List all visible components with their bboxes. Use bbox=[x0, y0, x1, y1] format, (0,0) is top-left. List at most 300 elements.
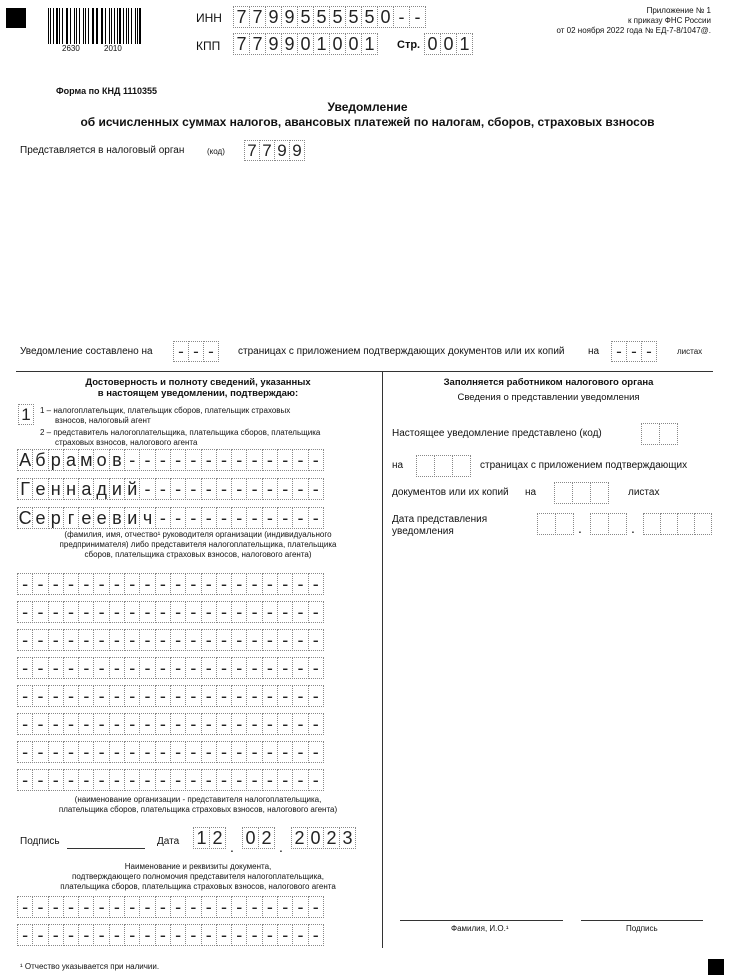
char-cell: - bbox=[170, 685, 186, 707]
date-label: Дата bbox=[157, 836, 180, 847]
column-divider bbox=[382, 371, 383, 948]
char-cell: 0 bbox=[297, 33, 314, 55]
organization-name-field[interactable] bbox=[17, 573, 323, 797]
cell bbox=[677, 513, 695, 535]
char-cell: - bbox=[109, 629, 125, 651]
char-cell: - bbox=[246, 629, 262, 651]
char-cell: - bbox=[409, 6, 426, 28]
char-cell: - bbox=[155, 713, 171, 735]
char-cell: - bbox=[63, 629, 79, 651]
char-cell: - bbox=[292, 924, 308, 946]
char-cell: 3 bbox=[339, 827, 356, 849]
char-cell: - bbox=[155, 478, 171, 500]
char-cell: - bbox=[201, 629, 217, 651]
char-cell: - bbox=[185, 449, 201, 471]
char-cell: - bbox=[48, 924, 64, 946]
char-cell: - bbox=[124, 573, 140, 595]
cell bbox=[643, 513, 661, 535]
dash-row bbox=[17, 769, 323, 791]
char-cell: - bbox=[277, 507, 293, 529]
char-cell: - bbox=[17, 741, 33, 763]
char-cell: - bbox=[93, 769, 109, 791]
barcode-bar bbox=[139, 8, 141, 44]
char-cell: - bbox=[17, 657, 33, 679]
char-cell: - bbox=[185, 713, 201, 735]
cell bbox=[641, 423, 660, 445]
char-cell: - bbox=[109, 685, 125, 707]
cell bbox=[590, 513, 609, 535]
char-cell: - bbox=[93, 657, 109, 679]
barcode-bar bbox=[117, 8, 118, 44]
char-cell: - bbox=[262, 601, 278, 623]
submitted-code-field[interactable] bbox=[641, 423, 677, 445]
doc-caption-line-1: Наименование и реквизиты документа, bbox=[124, 862, 272, 871]
char-cell: - bbox=[139, 685, 155, 707]
char-cell: С bbox=[18, 507, 32, 528]
char-cell: - bbox=[139, 629, 155, 651]
cell bbox=[572, 482, 591, 504]
char-cell: - bbox=[170, 657, 186, 679]
char-cell: - bbox=[109, 924, 125, 946]
right-pages-text: страницах с приложением подтверждающих bbox=[480, 460, 688, 471]
char-cell: - bbox=[48, 657, 64, 679]
char-cell: - bbox=[216, 685, 232, 707]
char-cell: - bbox=[262, 629, 278, 651]
char-cell: - bbox=[201, 896, 217, 918]
sheets-count-field[interactable] bbox=[611, 341, 656, 362]
right-pages-on-label: на bbox=[392, 460, 404, 471]
char-cell: - bbox=[201, 924, 217, 946]
char-cell: 1 bbox=[456, 33, 473, 55]
char-cell: - bbox=[185, 478, 201, 500]
char-cell: - bbox=[246, 685, 262, 707]
char-cell: н bbox=[63, 478, 79, 500]
char-cell: - bbox=[277, 685, 293, 707]
char-cell: - bbox=[124, 601, 140, 623]
char-cell: 2 bbox=[258, 827, 275, 849]
char-cell: - bbox=[170, 478, 186, 500]
char-cell: - bbox=[109, 601, 125, 623]
fio-caption-line-1: (фамилия, имя, отчество¹ руководителя организации (индивидуального bbox=[64, 530, 332, 539]
char-cell: 2 bbox=[323, 827, 340, 849]
org-caption-line-2: плательщика сборов, плательщика страховых взносов, налогового агента) bbox=[58, 805, 338, 814]
char-cell: - bbox=[262, 924, 278, 946]
char-cell: - bbox=[63, 657, 79, 679]
char-cell: - bbox=[611, 341, 627, 362]
char-cell: - bbox=[262, 685, 278, 707]
barcode-bar bbox=[56, 8, 58, 44]
char-cell: 2 bbox=[291, 827, 308, 849]
first-name-field[interactable] bbox=[17, 478, 323, 500]
char-cell: - bbox=[124, 713, 140, 735]
officer-fio-caption: Фамилия, И.О.¹ bbox=[451, 924, 509, 933]
barcode-bar bbox=[105, 8, 106, 44]
char-cell: - bbox=[292, 713, 308, 735]
officer-fio-line[interactable] bbox=[400, 920, 563, 921]
char-cell: - bbox=[216, 478, 232, 500]
right-docs-label: документов или их копий bbox=[392, 487, 509, 498]
char-cell: - bbox=[262, 573, 278, 595]
char-cell: 0 bbox=[377, 6, 394, 28]
char-cell: - bbox=[292, 896, 308, 918]
char-cell: - bbox=[63, 741, 79, 763]
char-cell: - bbox=[393, 6, 410, 28]
char-cell: - bbox=[262, 896, 278, 918]
submission-date-dot-1: . bbox=[578, 520, 582, 536]
char-cell: - bbox=[201, 741, 217, 763]
char-cell: - bbox=[124, 685, 140, 707]
char-cell: - bbox=[139, 601, 155, 623]
char-cell: - bbox=[63, 924, 79, 946]
pages-text: страницах с приложением подтверждающих документов или их копий bbox=[238, 346, 565, 357]
char-cell: - bbox=[292, 685, 308, 707]
appendix-note bbox=[557, 6, 712, 36]
patronymic-field[interactable] bbox=[17, 507, 323, 529]
char-cell: - bbox=[308, 896, 324, 918]
char-cell: 9 bbox=[281, 33, 298, 55]
char-cell: - bbox=[155, 924, 171, 946]
char-cell: 7 bbox=[259, 140, 275, 161]
fio-caption-line-2: предпринимателя) либо представителя налогоплательщика, плательщика bbox=[59, 540, 337, 549]
char-cell: - bbox=[277, 573, 293, 595]
char-cell: 7 bbox=[249, 6, 266, 28]
barcode-bar bbox=[102, 8, 103, 44]
char-cell: - bbox=[262, 657, 278, 679]
char-cell: - bbox=[139, 769, 155, 791]
officer-signature-caption: Подпись bbox=[626, 924, 658, 933]
right-sheets-field[interactable] bbox=[554, 482, 608, 504]
signature-line[interactable] bbox=[67, 848, 145, 849]
barcode-bar bbox=[66, 8, 67, 44]
char-cell: - bbox=[216, 924, 232, 946]
char-cell: - bbox=[17, 924, 33, 946]
char-cell: - bbox=[170, 924, 186, 946]
char-cell: 9 bbox=[265, 33, 282, 55]
char-cell: А bbox=[17, 449, 33, 471]
char-cell: - bbox=[231, 601, 247, 623]
char-cell: - bbox=[48, 896, 64, 918]
char-cell: - bbox=[78, 769, 94, 791]
char-cell: - bbox=[231, 896, 247, 918]
char-cell: - bbox=[231, 657, 247, 679]
char-cell: - bbox=[139, 896, 155, 918]
char-cell: - bbox=[109, 573, 125, 595]
char-cell: - bbox=[292, 629, 308, 651]
kpp-field[interactable] bbox=[233, 33, 377, 55]
char-cell: 5 bbox=[345, 6, 362, 28]
char-cell: 0 bbox=[329, 33, 346, 55]
char-cell: - bbox=[231, 629, 247, 651]
char-cell: - bbox=[292, 769, 308, 791]
char-cell: а bbox=[63, 449, 79, 471]
char-cell: - bbox=[292, 741, 308, 763]
char-cell: - bbox=[201, 657, 217, 679]
char-cell: - bbox=[139, 478, 155, 500]
char-cell: 7 bbox=[249, 33, 266, 55]
signer-option-1-line-1: 1 – налогоплательщик, плательщик сборов, плательщик страховых bbox=[40, 406, 291, 415]
date-year-field[interactable] bbox=[291, 827, 355, 849]
char-cell: - bbox=[32, 601, 48, 623]
char-cell: - bbox=[139, 449, 155, 471]
submission-date-label bbox=[392, 514, 487, 538]
tax-authority-code-field[interactable] bbox=[244, 140, 304, 161]
barcode-bar bbox=[101, 8, 102, 44]
barcode-bar bbox=[62, 8, 63, 44]
char-cell: - bbox=[246, 896, 262, 918]
char-cell: р bbox=[48, 449, 64, 471]
char-cell: - bbox=[124, 924, 140, 946]
char-cell: 9 bbox=[265, 6, 282, 28]
char-cell: - bbox=[201, 601, 217, 623]
char-cell: и bbox=[124, 507, 140, 529]
char-cell: 0 bbox=[440, 33, 457, 55]
char-cell: - bbox=[124, 769, 140, 791]
date-day-field[interactable] bbox=[193, 827, 225, 849]
right-sheets-label: листах bbox=[628, 487, 660, 498]
char-cell: - bbox=[185, 924, 201, 946]
signer-type-field[interactable] bbox=[18, 404, 33, 425]
cell bbox=[608, 513, 627, 535]
char-cell: 0 bbox=[307, 827, 324, 849]
appendix-line-2: к приказу ФНС России bbox=[627, 16, 711, 25]
char-cell: - bbox=[63, 713, 79, 735]
char-cell: - bbox=[109, 741, 125, 763]
char-cell: - bbox=[216, 769, 232, 791]
inn-label: ИНН bbox=[196, 11, 222, 25]
char-cell: - bbox=[185, 507, 201, 529]
char-cell: - bbox=[93, 896, 109, 918]
char-cell: - bbox=[32, 769, 48, 791]
dash-row bbox=[17, 924, 323, 946]
char-cell: - bbox=[308, 741, 324, 763]
officer-signature-line[interactable] bbox=[581, 920, 703, 921]
char-cell: - bbox=[246, 478, 262, 500]
tax-authority-label: Представляется в налоговый орган bbox=[20, 145, 185, 156]
char-cell: 1 bbox=[313, 33, 330, 55]
date-dot-1: . bbox=[230, 839, 234, 855]
char-cell: - bbox=[231, 573, 247, 595]
right-pages-field[interactable] bbox=[416, 455, 470, 477]
dash-row bbox=[17, 896, 323, 918]
char-cell: - bbox=[231, 769, 247, 791]
doc-caption-line-3: плательщика сборов, плательщика страховых взносов, налогового агента bbox=[60, 882, 336, 891]
appendix-line-3: от 02 ноября 2022 года № ЕД-7-8/1047@. bbox=[556, 26, 711, 35]
char-cell: - bbox=[203, 341, 219, 362]
char-cell: - bbox=[185, 657, 201, 679]
char-cell: в bbox=[109, 507, 125, 529]
char-cell: - bbox=[170, 601, 186, 623]
surname-field[interactable] bbox=[17, 449, 323, 471]
char-cell: - bbox=[170, 573, 186, 595]
char-cell: - bbox=[17, 713, 33, 735]
char-cell: - bbox=[17, 685, 33, 707]
fio-caption-line-3: сборов, плательщика страховых взносов, налогового агента) bbox=[84, 550, 312, 559]
org-caption bbox=[16, 795, 380, 815]
char-cell: - bbox=[155, 449, 171, 471]
barcode-bar bbox=[53, 8, 54, 44]
date-month-field[interactable] bbox=[242, 827, 274, 849]
doc-caption bbox=[16, 862, 380, 892]
barcode-bar bbox=[70, 8, 71, 44]
cell bbox=[590, 482, 609, 504]
submission-date-year-field[interactable] bbox=[643, 513, 711, 535]
dash-row bbox=[17, 741, 323, 763]
char-cell: - bbox=[32, 657, 48, 679]
barcode-bar bbox=[85, 8, 86, 44]
submission-date-day-field[interactable] bbox=[537, 513, 573, 535]
char-cell: - bbox=[201, 769, 217, 791]
char-cell: - bbox=[246, 601, 262, 623]
char-cell: - bbox=[78, 657, 94, 679]
char-cell: - bbox=[170, 741, 186, 763]
char-cell: - bbox=[139, 573, 155, 595]
char-cell: и bbox=[109, 478, 125, 500]
page-number-label: Стр. bbox=[397, 39, 421, 51]
barcode-bar bbox=[131, 8, 132, 44]
barcode-bar bbox=[128, 8, 129, 44]
char-cell: - bbox=[188, 341, 204, 362]
char-cell: е bbox=[93, 507, 109, 529]
char-cell: 7 bbox=[233, 6, 250, 28]
char-cell: - bbox=[231, 741, 247, 763]
char-cell: - bbox=[48, 629, 64, 651]
submission-date-month-field[interactable] bbox=[590, 513, 626, 535]
char-cell: - bbox=[185, 601, 201, 623]
inn-field[interactable] bbox=[233, 6, 425, 28]
char-cell: - bbox=[63, 896, 79, 918]
tax-authority-code-label: (код) bbox=[207, 147, 225, 156]
char-cell: - bbox=[17, 629, 33, 651]
char-cell: - bbox=[48, 769, 64, 791]
char-cell: - bbox=[78, 573, 94, 595]
char-cell: 9 bbox=[289, 140, 305, 161]
barcode-bar bbox=[59, 8, 60, 44]
barcode-bar bbox=[96, 8, 98, 44]
char-cell: р bbox=[48, 507, 64, 529]
org-caption-line-1: (наименование организации - представителя налогоплательщика, bbox=[74, 795, 322, 804]
char-cell: - bbox=[641, 341, 657, 362]
char-cell: - bbox=[185, 629, 201, 651]
char-cell: - bbox=[124, 449, 140, 471]
char-cell: - bbox=[170, 769, 186, 791]
char-cell: - bbox=[170, 629, 186, 651]
dash-row bbox=[17, 601, 323, 623]
char-cell: - bbox=[173, 341, 189, 362]
char-cell: - bbox=[292, 573, 308, 595]
char-cell: - bbox=[308, 478, 324, 500]
char-cell: м bbox=[80, 449, 93, 470]
section-divider bbox=[16, 371, 713, 372]
cell bbox=[434, 455, 453, 477]
char-cell: - bbox=[93, 601, 109, 623]
char-cell: - bbox=[170, 507, 186, 529]
char-cell: - bbox=[201, 685, 217, 707]
char-cell: 0 bbox=[345, 33, 362, 55]
barcode-bar bbox=[109, 8, 110, 44]
form-title-line-2: об исчисленных суммах налогов, авансовых платежей по налогам, сборов, страховых взносов bbox=[80, 115, 655, 129]
char-cell: - bbox=[93, 924, 109, 946]
footnote: ¹ Отчество указывается при наличии. bbox=[20, 962, 160, 971]
char-cell: 2 bbox=[209, 827, 226, 849]
char-cell: - bbox=[626, 341, 642, 362]
submission-date-line-2: уведомления bbox=[392, 526, 454, 537]
char-cell: - bbox=[185, 685, 201, 707]
form-title-line-1: Уведомление bbox=[327, 100, 408, 114]
sheets-on-label: на bbox=[588, 346, 600, 357]
char-cell: - bbox=[32, 741, 48, 763]
char-cell: - bbox=[216, 601, 232, 623]
cell bbox=[537, 513, 556, 535]
char-cell: - bbox=[216, 573, 232, 595]
char-cell: - bbox=[93, 713, 109, 735]
char-cell: - bbox=[262, 478, 278, 500]
char-cell: - bbox=[246, 769, 262, 791]
char-cell: 5 bbox=[313, 6, 330, 28]
char-cell: - bbox=[139, 924, 155, 946]
pages-count-field[interactable] bbox=[173, 341, 218, 362]
char-cell: в bbox=[109, 449, 125, 471]
corner-mark-right bbox=[708, 959, 724, 975]
char-cell: 5 bbox=[361, 6, 378, 28]
char-cell: 9 bbox=[281, 6, 298, 28]
dash-row bbox=[17, 657, 323, 679]
page-number-field[interactable] bbox=[424, 33, 472, 55]
char-cell: - bbox=[124, 657, 140, 679]
char-cell: - bbox=[292, 601, 308, 623]
char-cell: - bbox=[185, 573, 201, 595]
cell bbox=[452, 455, 471, 477]
barcode bbox=[48, 8, 144, 44]
date-dot-2: . bbox=[279, 839, 283, 855]
kpp-label: КПП bbox=[196, 39, 221, 53]
char-cell: - bbox=[185, 741, 201, 763]
char-cell: - bbox=[308, 629, 324, 651]
char-cell: - bbox=[155, 741, 171, 763]
char-cell: - bbox=[201, 573, 217, 595]
char-cell: - bbox=[262, 713, 278, 735]
barcode-bar bbox=[135, 8, 136, 44]
barcode-bar bbox=[76, 8, 78, 44]
char-cell: - bbox=[78, 741, 94, 763]
char-cell: - bbox=[277, 478, 293, 500]
doc-caption-line-2: подтверждающего полномочия представителя налогоплательщика, bbox=[72, 872, 324, 881]
char-cell: Г bbox=[17, 478, 33, 500]
dash-row bbox=[17, 713, 323, 735]
char-cell: - bbox=[201, 713, 217, 735]
left-heading-line-2: в настоящем уведомлении, подтверждаю: bbox=[97, 388, 299, 399]
char-cell: - bbox=[277, 449, 293, 471]
cell bbox=[694, 513, 712, 535]
char-cell: - bbox=[262, 507, 278, 529]
char-cell: 7 bbox=[233, 33, 250, 55]
char-cell: - bbox=[78, 601, 94, 623]
char-cell: е bbox=[32, 507, 48, 529]
char-cell: 0 bbox=[242, 827, 259, 849]
char-cell: - bbox=[109, 769, 125, 791]
dash-row bbox=[17, 573, 323, 595]
char-cell: - bbox=[308, 573, 324, 595]
char-cell: - bbox=[262, 449, 278, 471]
char-cell: - bbox=[185, 769, 201, 791]
submitted-code-label: Настоящее уведомление представлено (код) bbox=[392, 428, 602, 439]
char-cell: - bbox=[109, 896, 125, 918]
char-cell: - bbox=[277, 896, 293, 918]
barcode-bar bbox=[74, 8, 75, 44]
char-cell: - bbox=[109, 713, 125, 735]
signature-label: Подпись bbox=[20, 836, 60, 847]
authority-document-field[interactable] bbox=[17, 896, 323, 952]
char-cell: - bbox=[48, 573, 64, 595]
